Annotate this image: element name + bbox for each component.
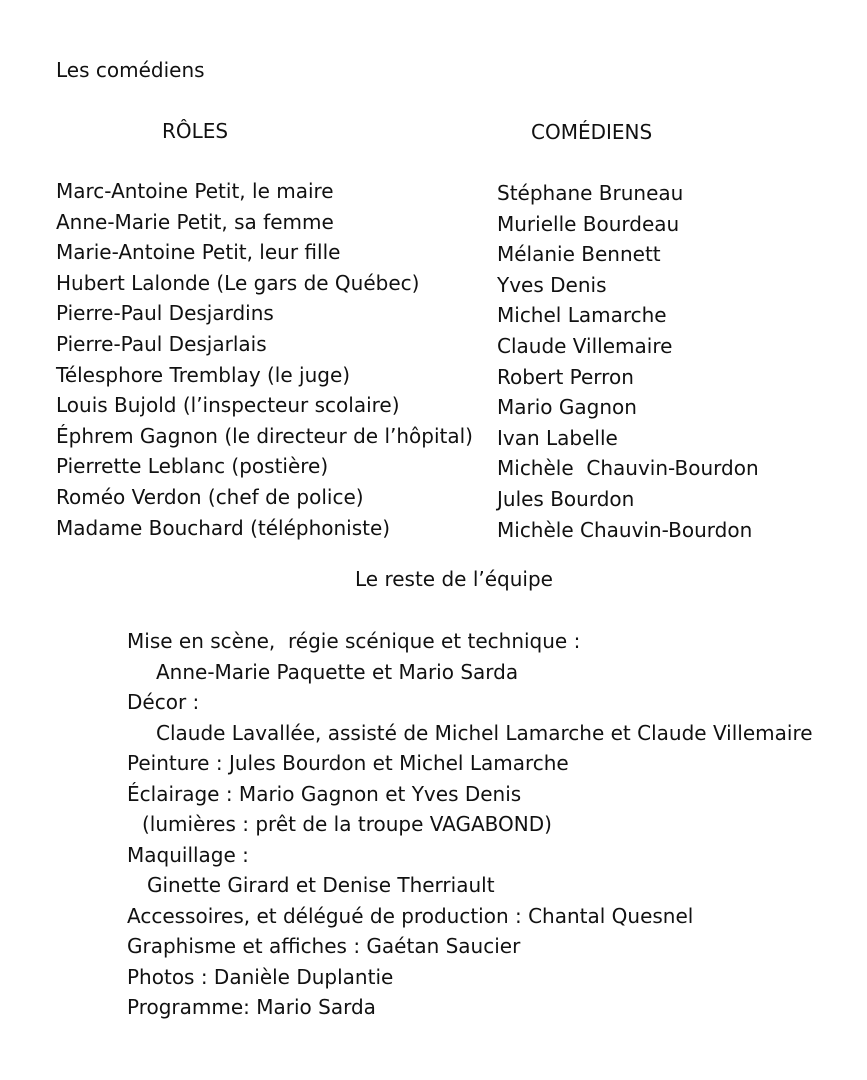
crew-line: Mise en scène, régie scénique et technique :	[127, 629, 581, 653]
actor-item: Mélanie Bennett	[497, 242, 661, 267]
crew-line: Anne-Marie Paquette et Mario Sarda	[156, 659, 519, 684]
actor-item: Robert Perron	[497, 364, 634, 389]
crew-line: Maquillage :	[127, 842, 249, 867]
crew-line: Accessoires, et délégué de production : Chantal Quesnel	[127, 903, 694, 928]
crew-line: Peinture : Jules Bourdon et Michel Lamarche	[127, 751, 569, 775]
roles-column	[56, 179, 473, 546]
role-item: Pierre-Paul Desjardins	[56, 301, 274, 326]
crew-line: Graphisme et affiches : Gaétan Saucier	[127, 934, 521, 958]
actors-column	[497, 181, 759, 548]
actor-item: Michèle Chauvin-Bourdon	[497, 517, 753, 542]
role-item: Louis Bujold (l’inspecteur scolaire)	[56, 393, 400, 418]
crew-line: Photos : Danièle Duplantie	[127, 964, 394, 989]
role-item: Télesphore Tremblay (le juge)	[56, 362, 351, 387]
actor-item: Claude Villemaire	[497, 333, 673, 358]
role-item: Anne-Marie Petit, sa femme	[56, 209, 334, 234]
roles-header: RÔLES	[162, 119, 229, 143]
crew-list	[127, 629, 813, 1026]
role-item: Éphrem Gagnon (le directeur de l’hôpital)	[56, 423, 473, 448]
actor-item: Jules Bourdon	[497, 486, 635, 511]
role-item: Madame Bouchard (téléphoniste)	[56, 515, 391, 540]
crew-line: Décor :	[127, 690, 200, 714]
actor-item: Yves Denis	[497, 272, 607, 297]
actor-item: Ivan Labelle	[497, 425, 618, 450]
role-item: Marc-Antoine Petit, le maire	[56, 179, 334, 203]
actors-header: COMÉDIENS	[531, 120, 653, 144]
page-title: Les comédiens	[56, 58, 205, 82]
team-title: Le reste de l’équipe	[355, 567, 553, 591]
actor-item: Stéphane Bruneau	[497, 181, 684, 205]
actor-item: Mario Gagnon	[497, 395, 637, 420]
actor-item: Michel Lamarche	[497, 303, 667, 328]
crew-line: Programme: Mario Sarda	[127, 995, 376, 1019]
role-item: Pierre-Paul Desjarlais	[56, 331, 267, 356]
crew-line: Claude Lavallée, assisté de Michel Lamarche et Claude Villemaire	[156, 720, 813, 745]
role-item: Marie-Antoine Petit, leur fille	[56, 240, 341, 265]
actor-item: Murielle Bourdeau	[497, 211, 680, 236]
actor-item: Michèle Chauvin-Bourdon	[497, 456, 759, 481]
crew-line: (lumières : prêt de la troupe VAGABOND)	[142, 812, 552, 836]
crew-line: Ginette Girard et Denise Therriault	[147, 873, 495, 897]
role-item: Pierrette Leblanc (postière)	[56, 454, 329, 479]
role-item: Roméo Verdon (chef de police)	[56, 484, 364, 509]
crew-line: Éclairage : Mario Gagnon et Yves Denis	[127, 781, 522, 806]
role-item: Hubert Lalonde (Le gars de Québec)	[56, 270, 420, 295]
